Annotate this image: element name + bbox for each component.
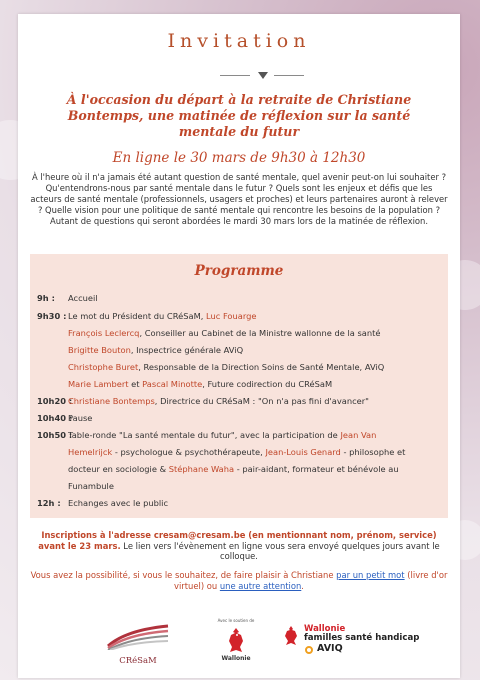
speaker-name: Christophe Buret bbox=[68, 362, 139, 372]
speaker-name: Jean Van bbox=[340, 430, 377, 440]
row-text: - philosophe et bbox=[340, 447, 406, 457]
speaker-name: Hemelrijck bbox=[68, 447, 113, 457]
row-time: 12h : bbox=[37, 498, 61, 508]
cresam-logo bbox=[106, 620, 170, 666]
wfsh-line1: Wallonie bbox=[304, 624, 346, 634]
invitation-title: Invitation bbox=[167, 30, 311, 52]
speaker-name: Brigitte Bouton bbox=[68, 345, 131, 355]
row-text: - pair-aidant, formateur et bénévole au bbox=[234, 464, 399, 474]
row-time: 10h50 : bbox=[37, 430, 73, 440]
row-text: Pause bbox=[68, 413, 93, 423]
row-text: , Inspectrice générale AViQ bbox=[130, 345, 244, 355]
support-text: . bbox=[301, 580, 304, 591]
row-text: Echanges avec le public bbox=[68, 498, 169, 508]
speaker-name: Christiane Bontemps bbox=[68, 396, 155, 406]
cresam-logo-text: CRéSaM bbox=[119, 656, 157, 666]
guestbook-link[interactable]: par un petit mot bbox=[336, 570, 405, 580]
wallonie-logo bbox=[212, 618, 260, 670]
programme-title: Programme bbox=[194, 263, 284, 279]
aviq-text: AVIQ bbox=[317, 643, 343, 654]
row-text: , Conseiller au Cabinet de la Ministre wallonne de la santé bbox=[139, 328, 381, 338]
row-text: , Responsable de la Direction Soins de Santé Mentale, AViQ bbox=[138, 362, 385, 372]
invitation-card bbox=[18, 14, 460, 678]
row-text: Table-ronde "La santé mentale du futur", avec la participation de bbox=[68, 430, 338, 440]
support-text: Vous avez la possibilité, si vous le souhaitez, de faire plaisir à Christiane bbox=[30, 570, 334, 580]
row-time: 9h : bbox=[37, 293, 55, 303]
row-text: , Directrice du CRéSaM : "On n'a pas fini d'avancer" bbox=[154, 396, 369, 406]
row-text: Accueil bbox=[68, 293, 98, 303]
wfsh-line2: familles santé handicap bbox=[304, 633, 420, 643]
event-date: En ligne le 30 mars de 9h30 à 12h30 bbox=[112, 150, 366, 166]
speaker-name: Stéphane Waha bbox=[168, 464, 235, 474]
registration-note bbox=[30, 530, 448, 562]
speaker-name: Marie Lambert bbox=[68, 379, 129, 389]
support-note bbox=[30, 570, 448, 591]
row-text: - psychologue & psychothérapeute, bbox=[112, 447, 263, 457]
title-divider bbox=[18, 70, 460, 82]
speaker-name: Pascal Minotte bbox=[142, 379, 203, 389]
support-text: (livre d'or virtuel) ou bbox=[174, 570, 448, 591]
row-time: 10h20 : bbox=[37, 396, 73, 406]
rooster-icon bbox=[280, 624, 302, 648]
speaker-name: Jean-Louis Genard bbox=[265, 447, 341, 457]
gift-link[interactable]: une autre attention bbox=[219, 580, 302, 591]
logo-strip bbox=[18, 610, 460, 674]
row-time: 10h40 : bbox=[37, 413, 73, 423]
speaker-name: Luc Fouarge bbox=[206, 311, 257, 321]
row-time: 9h30 : bbox=[37, 311, 67, 321]
chevron-down-icon bbox=[258, 72, 268, 79]
row-text: et bbox=[128, 379, 143, 389]
row-text: Le mot du Président du CRéSaM, bbox=[68, 311, 204, 321]
registration-rest: Le lien vers l'évènement en ligne vous sera envoyé quelques jours avant le colloque. bbox=[120, 540, 440, 561]
programme-section bbox=[30, 254, 448, 518]
cresam-waves-icon bbox=[106, 620, 170, 650]
intro-paragraph: À l'heure où il n'a jamais été autant question de santé mentale, quel avenir peut-on lui souhaiter ? Qu'entendrons-nous par santé mentale dans le futur ? Quels sont les enjeux et défis que les acteurs de santé mentale (professionnels, usagers et proches) et leurs partenaires auront à relever ? Quelle vision pour une politique de santé mentale qui rencontre les besoins de la population ? Autant de questions qui seront abordées le mardi 30 mars lors de la matinée de réflexion. bbox=[30, 172, 448, 226]
wallonie-text: Wallonie bbox=[221, 655, 251, 662]
rooster-icon bbox=[221, 625, 251, 655]
event-headline: À l'occasion du départ à la retraite de Christiane Bontemps, une matinée de réflexion sur la santé mentale du futur bbox=[66, 92, 412, 139]
row-text: docteur en sociologie & bbox=[68, 464, 167, 474]
aviq-logo bbox=[280, 624, 460, 668]
speaker-name: François Leclercq bbox=[68, 328, 140, 338]
row-text: Funambule bbox=[68, 481, 114, 491]
registration-bold: Inscriptions à l'adresse cresam@cresam.be (en mentionnant nom, prénom, service) avant le 23 mars. bbox=[38, 530, 437, 551]
wallonie-top-text: Avec le soutien de bbox=[217, 618, 255, 623]
aviq-mark-icon bbox=[305, 646, 313, 654]
row-text: , Future codirection du CRéSaM bbox=[202, 379, 333, 389]
